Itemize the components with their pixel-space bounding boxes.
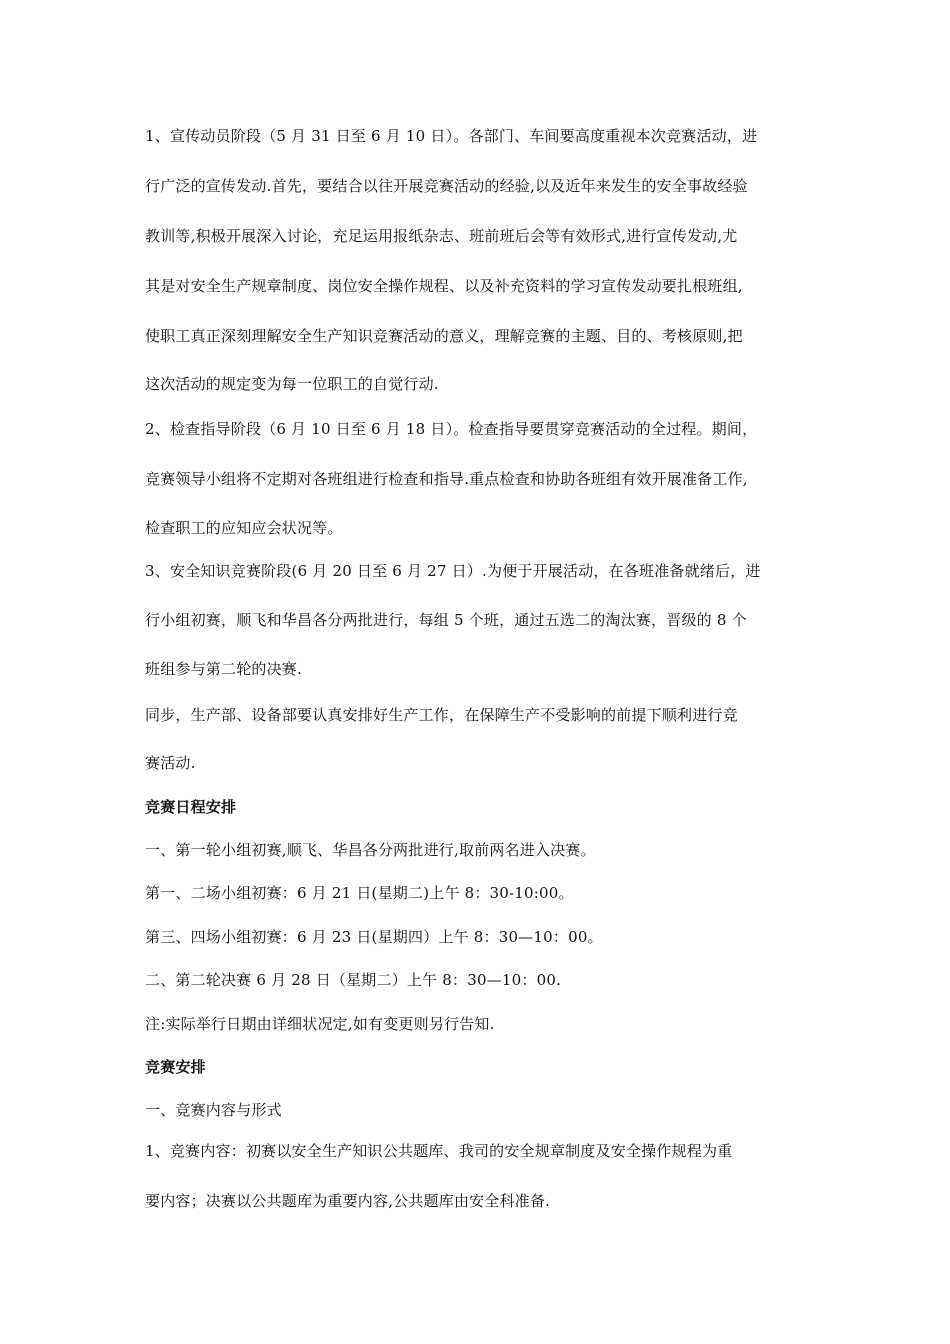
paragraph-line: 一、第一轮小组初赛,顺飞、华昌各分两批进行,取前两名进入决赛。: [145, 841, 596, 859]
paragraph-line: 行小组初赛，顺飞和华昌各分两批进行，每组 5 个班，通过五选二的淘汰赛，晋级的 8 个: [145, 611, 747, 629]
paragraph-line: 一、竞赛内容与形式: [145, 1101, 282, 1119]
paragraph-line: 1、竞赛内容：初赛以安全生产知识公共题库、我司的安全规章制度及安全操作规程为重: [145, 1142, 733, 1160]
paragraph-line: 同步，生产部、设备部要认真安排好生产工作，在保障生产不受影响的前提下顺利进行竞: [145, 706, 738, 724]
paragraph-line: 其是对安全生产规章制度、岗位安全操作规程、以及补充资料的学习宣传发动要扎根班组,: [145, 277, 743, 295]
paragraph-line: 2、检查指导阶段（6 月 10 日至 6 月 18 日）。检查指导要贯穿竞赛活动的全过程。期间，: [145, 420, 758, 438]
paragraph-line: 行广泛的宣传发动.首先，要结合以往开展竞赛活动的经验,以及近年来发生的安全事故经验: [145, 177, 748, 195]
section-heading-arrangement: 竞赛安排: [145, 1058, 206, 1076]
paragraph-line: 教训等,积极开展深入讨论，充足运用报纸杂志、班前班后会等有效形式,进行宣传发动,尤: [145, 227, 738, 245]
paragraph-line: 班组参与第二轮的决赛.: [145, 660, 302, 678]
paragraph-line: 检查职工的应知应会状况等。: [145, 519, 343, 537]
paragraph-line: 第三、四场小组初赛：6 月 23 日(星期四）上午 8：30—10：00。: [145, 928, 603, 946]
paragraph-line: 要内容；决赛以公共题库为重要内容,公共题库由安全科准备.: [145, 1192, 551, 1210]
paragraph-line: 竞赛领导小组将不定期对各班组进行检查和指导.重点检查和协助各班组有效开展准备工作,: [145, 470, 748, 488]
paragraph-line: 第一、二场小组初赛：6 月 21 日(星期二)上午 8：30-10:00。: [145, 884, 574, 902]
paragraph-line: 使职工真正深刻理解安全生产知识竞赛活动的意义，理解竞赛的主题、目的、考核原则,把: [145, 327, 743, 345]
section-heading-schedule: 竞赛日程安排: [145, 798, 237, 816]
paragraph-line: 3、安全知识竞赛阶段(6 月 20 日至 6 月 27 日）.为便于开展活动，在各班准备就绪后，进: [145, 562, 761, 580]
paragraph-line: 二、第二轮决赛 6 月 28 日（星期二）上午 8：30—10：00.: [145, 971, 562, 989]
paragraph-line: 这次活动的规定变为每一位职工的自觉行动.: [145, 375, 439, 393]
paragraph-line: 赛活动.: [145, 754, 196, 772]
paragraph-line: 1、宣传动员阶段（5 月 31 日至 6 月 10 日）。各部门、车间要高度重视本次竞赛活动，进: [145, 127, 758, 145]
paragraph-line: 注:实际举行日期由详细状况定,如有变更则另行告知.: [145, 1015, 495, 1033]
